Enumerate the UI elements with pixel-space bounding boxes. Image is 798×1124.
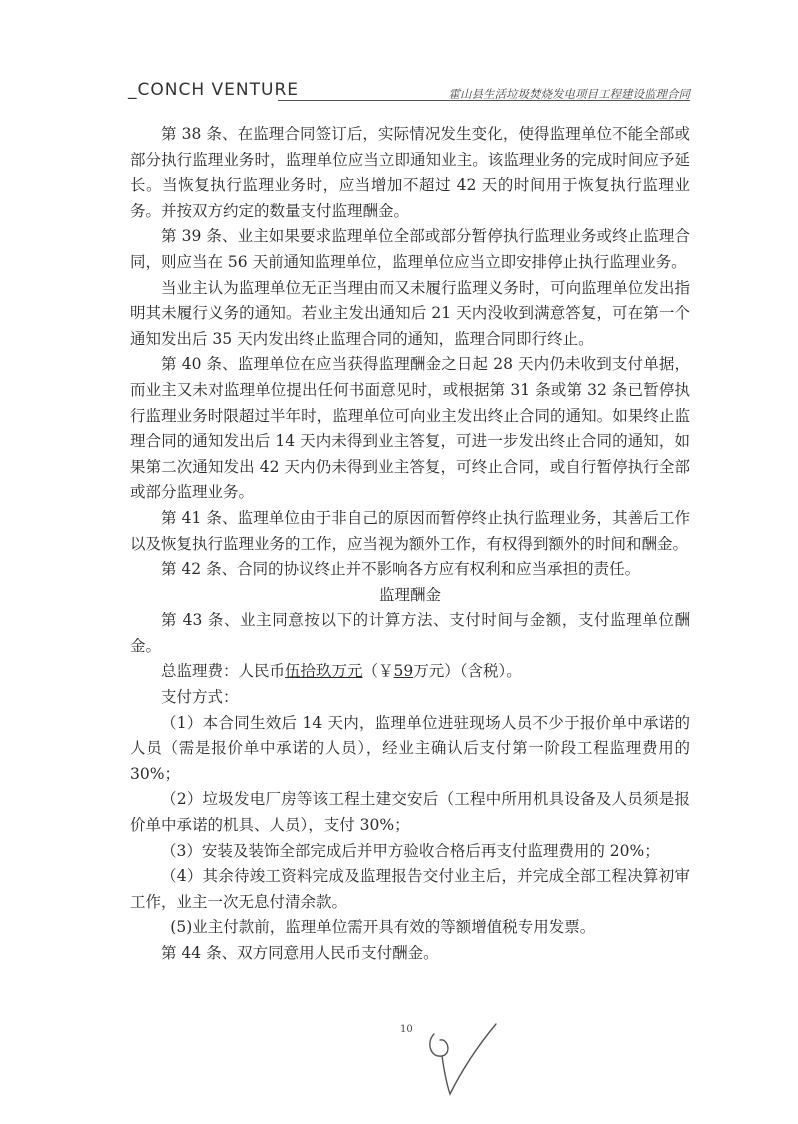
payment-method-label: 支付方式： bbox=[161, 688, 239, 707]
handwritten-signature bbox=[412, 1020, 512, 1100]
header-title: 霍山县生活垃圾焚烧发电项目工程建设监理合同 bbox=[448, 87, 690, 101]
article-39-paragraph-2: 当业主认为监理单位无正当理由而又未履行监理义务时，可向监理单位发出指明其未履行义务的通知。若业主发出通知后 21 天内没收到满意答复，可在第一个通知发出后 35 天内发出终止监理合同的通知，监理合同即行终止。 bbox=[130, 278, 690, 348]
article-38: 第 38 条、在监理合同签订后，实际情况发生变化，使得监理单位不能全部或部分执行监理业务时，监理单位应当立即通知业主。该监理业务的完成时间应予延长。当恢复执行监理业务时，应当增加不超过 42 天的时间用于恢复执行监理业务。并按双方约定的数量支付监理酬金。 bbox=[130, 125, 690, 220]
document-body bbox=[130, 122, 690, 967]
payment-item-1: （1）本合同生效后 14 天内，监理单位进驻现场人员不少于报价单中承诺的人员（需是报价单中承诺的人员），经业主确认后支付第一阶段工程监理费用的 30%； bbox=[130, 713, 690, 783]
article-41: 第 41 条、监理单位由于非自己的原因而暂停终止执行监理业务，其善后工作以及恢复执行监理业务的工作，应当视为额外工作，有权得到额外的时间和酬金。 bbox=[130, 508, 690, 553]
fee-amount-words: 伍拾玖万元 bbox=[285, 662, 363, 681]
payment-item-2: （2）垃圾发电厂房等该工程土建交安后（工程中所用机具设备及人员须是报价单中承诺的机具、人员），支付 30%； bbox=[130, 790, 690, 835]
article-40: 第 40 条、监理单位在应当获得监理酬金之日起 28 天内仍未收到支付单据，而业主又未对监理单位提出任何书面意见时，或根据第 31 条或第 32 条已暂停执行监理业务时限超过半年时，监理单位可向业主发出终止合同的通知。如果终止监理合同的通知发出后 14 天内未得到业主答复，可进一步发出终止合同的通知，如果第二次通知发出 42 天内仍未得到业主答复，可终止合同，或自行暂停执行全部或部分监理业务。 bbox=[130, 355, 690, 502]
page-header bbox=[128, 80, 690, 104]
article-43: 第 43 条、业主同意按以下的计算方法、支付时间与金额，支付监理单位酬金。 bbox=[130, 611, 690, 655]
article-39: 第 39 条、业主如果要求监理单位全部或部分暂停执行监理业务或终止监理合同，则应当在 56 天前通知监理单位，监理单位应当立即安排停止执行监理业务。 bbox=[130, 227, 690, 271]
payment-item-3: （3）安装及装饰全部完成后并甲方验收合格后再支付监理费用的 20%； bbox=[161, 841, 660, 860]
payment-item-4: （4）其余待竣工资料完成及监理报告交付业主后，并完成全部工程决算初审工作，业主一次无息付清余款。 bbox=[130, 867, 690, 911]
total-fee-line: 总监理费：人民币伍拾玖万元（￥59万元）（含税）。 bbox=[161, 662, 522, 681]
article-42: 第 42 条、合同的协议终止并不影响各方应有权利和应当承担的责任。 bbox=[161, 560, 641, 579]
section-title: 监理酬金 bbox=[378, 585, 441, 604]
company-logo: _CONCH VENTURE bbox=[128, 80, 299, 100]
fee-amount-number: 59 bbox=[393, 662, 414, 681]
page-footer bbox=[400, 1020, 520, 1100]
page-number: 10 bbox=[400, 1024, 413, 1035]
article-44: 第 44 条、双方同意用人民币支付酬金。 bbox=[161, 944, 439, 962]
payment-item-5: (5)业主付款前，监理单位需开具有效的等额增值税专用发票。 bbox=[170, 918, 596, 937]
